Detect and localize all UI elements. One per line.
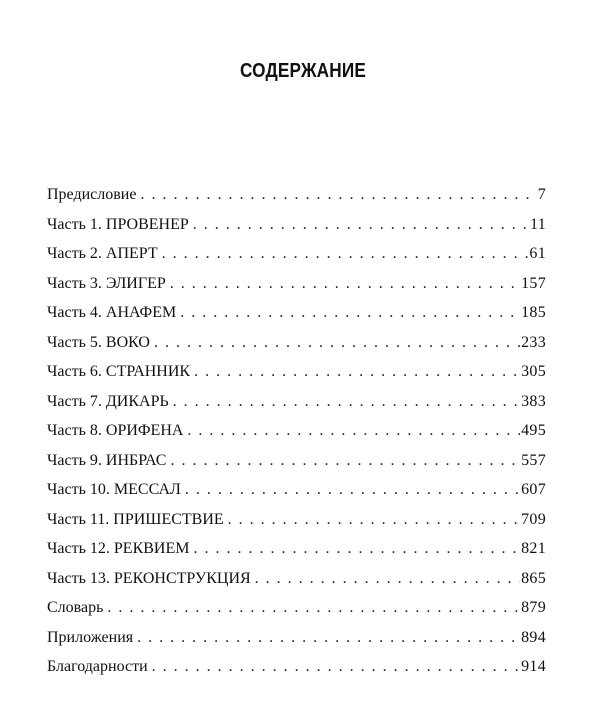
dot-leader xyxy=(173,387,520,417)
toc-entry-label: Часть 8. ОРИФЕНА xyxy=(47,422,184,439)
toc-entry-page: 11 xyxy=(529,215,546,233)
toc-entry-page: 709 xyxy=(521,510,546,528)
toc-entry[interactable] xyxy=(47,357,546,387)
dot-leader xyxy=(137,623,520,653)
toc-entry-label: Благодарности xyxy=(47,658,148,675)
dot-leader xyxy=(170,446,520,476)
dot-leader xyxy=(170,269,520,299)
toc-entry-label: Часть 10. МЕССАЛ xyxy=(47,481,181,498)
dot-leader xyxy=(185,475,520,505)
toc-entry-label: Часть 12. РЕКВИЕМ xyxy=(47,540,190,557)
toc-entry[interactable] xyxy=(47,505,546,535)
toc-entry-page: 557 xyxy=(521,451,546,469)
toc-entry-label: Часть 7. ДИКАРЬ xyxy=(47,392,169,410)
dot-leader xyxy=(162,239,529,269)
toc-entry[interactable] xyxy=(47,593,546,623)
dot-leader xyxy=(152,652,520,682)
dot-leader xyxy=(255,564,520,594)
toc-entry[interactable] xyxy=(47,387,546,417)
dot-leader xyxy=(107,593,520,623)
dot-leader xyxy=(194,357,520,387)
toc-entry-page: 157 xyxy=(521,274,546,292)
toc-entry[interactable] xyxy=(47,652,546,682)
toc-entry[interactable] xyxy=(47,239,546,269)
dot-leader xyxy=(140,180,536,210)
toc-entry[interactable] xyxy=(47,446,546,476)
toc-entry-page: 7 xyxy=(537,186,546,203)
toc-entry-label: Словарь xyxy=(47,599,104,616)
toc-entry-page: 879 xyxy=(521,599,546,616)
dot-leader xyxy=(193,210,529,240)
toc-entry[interactable] xyxy=(47,298,546,328)
toc-entry-page: 185 xyxy=(521,304,546,321)
dot-leader xyxy=(193,534,520,564)
toc-entry-page: 495 xyxy=(521,422,546,439)
toc-entry-page: 894 xyxy=(521,628,546,646)
toc-entry-page: 61 xyxy=(529,245,546,262)
toc-entry-label: Часть 5. ВОКО xyxy=(47,333,150,351)
toc-entry-label: Предисловие xyxy=(47,186,137,203)
toc-entry-label: Часть 9. ИНБРАС xyxy=(47,451,167,469)
toc-entry-page: 233 xyxy=(521,333,546,351)
toc-entry-label: Приложения xyxy=(47,628,134,646)
toc-entry-page: 821 xyxy=(521,540,546,557)
page-title: СОДЕРЖАНИЕ xyxy=(239,60,367,82)
toc-entry-label: Часть 11. ПРИШЕСТВИЕ xyxy=(47,510,224,528)
toc-entry-label: Часть 13. РЕКОНСТРУКЦИЯ xyxy=(47,569,251,587)
toc-entry-page: 607 xyxy=(521,481,546,498)
table-of-contents xyxy=(47,180,546,682)
dot-leader xyxy=(180,298,520,328)
toc-entry[interactable] xyxy=(47,269,546,299)
dot-leader xyxy=(228,505,520,535)
toc-entry-label: Часть 1. ПРОВЕНЕР xyxy=(47,215,189,233)
toc-entry[interactable] xyxy=(47,534,546,564)
toc-entry-label: Часть 2. АПЕРТ xyxy=(47,245,158,262)
toc-entry-page: 305 xyxy=(521,363,546,380)
toc-entry[interactable] xyxy=(47,623,546,653)
toc-entry-page: 383 xyxy=(521,392,546,410)
toc-entry[interactable] xyxy=(47,210,546,240)
toc-entry-label: Часть 6. СТРАННИК xyxy=(47,363,191,380)
toc-entry-label: Часть 4. АНАФЕМ xyxy=(47,304,177,321)
toc-entry[interactable] xyxy=(47,180,546,210)
dot-leader xyxy=(154,328,520,358)
toc-entry[interactable] xyxy=(47,564,546,594)
dot-leader xyxy=(187,416,520,446)
toc-entry-label: Часть 3. ЭЛИГЕР xyxy=(47,274,166,292)
toc-entry[interactable] xyxy=(47,328,546,358)
toc-entry[interactable] xyxy=(47,475,546,505)
toc-entry-page: 865 xyxy=(521,569,546,587)
toc-entry[interactable] xyxy=(47,416,546,446)
toc-entry-page: 914 xyxy=(521,658,546,675)
